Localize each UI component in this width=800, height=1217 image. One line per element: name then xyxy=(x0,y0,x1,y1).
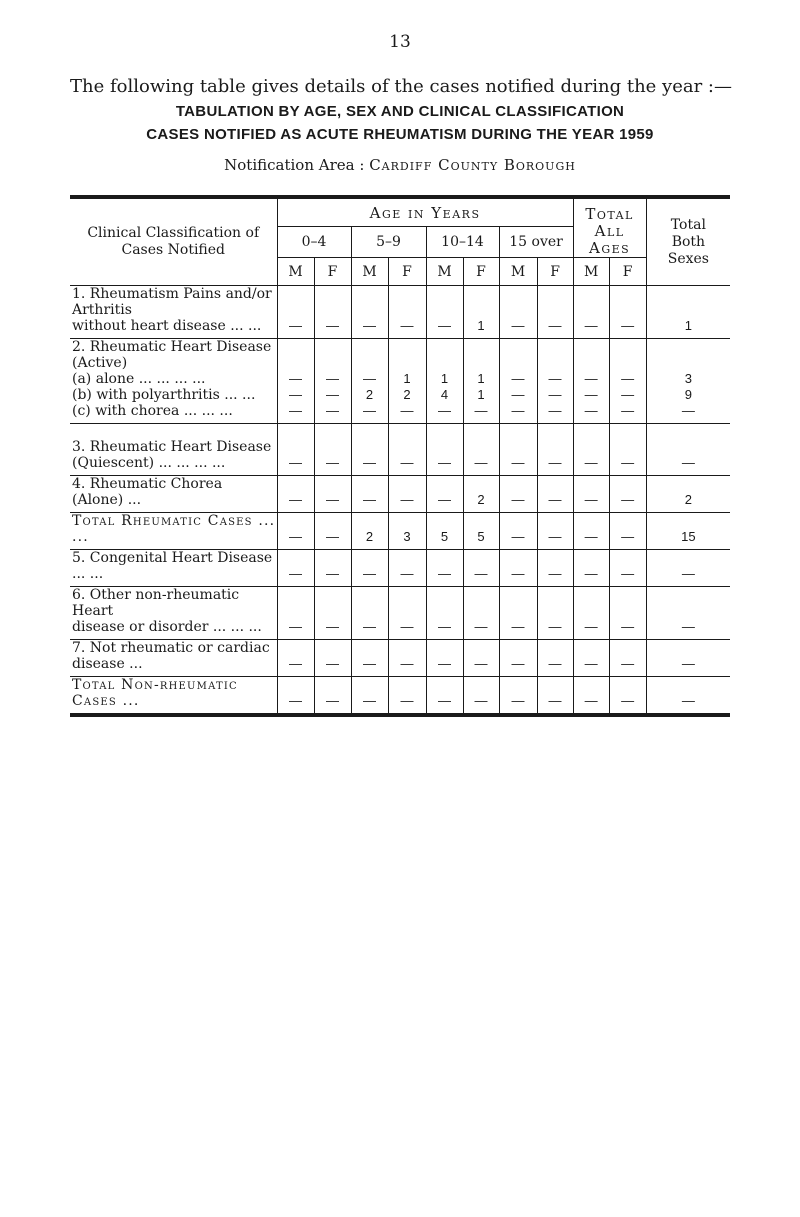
cell-value: — xyxy=(681,693,695,708)
cell-value: — xyxy=(511,403,525,418)
table-cell xyxy=(426,640,463,677)
header-age-10-14: 10–14 xyxy=(426,227,499,258)
cell-value: — xyxy=(511,529,525,544)
cell-value: — xyxy=(326,656,339,671)
table-cell xyxy=(277,550,314,587)
cell-value: — xyxy=(511,371,525,386)
rheumatism-table xyxy=(70,195,730,717)
cell-value: — xyxy=(621,566,635,581)
cell-value: 1 xyxy=(477,387,485,402)
table-cell xyxy=(426,476,463,513)
table-cell xyxy=(463,286,499,339)
table-cell xyxy=(646,476,730,513)
header-classification: Clinical Classification of Cases Notified xyxy=(70,197,277,286)
cell-value: — xyxy=(681,566,695,581)
table-cell xyxy=(426,587,463,640)
row-label xyxy=(70,640,277,677)
row-label xyxy=(70,513,277,550)
table-row xyxy=(70,550,730,587)
table-cell xyxy=(463,476,499,513)
table-cell xyxy=(609,339,646,424)
row-label-line: 1. Rheumatism Pains and/or Arthritis xyxy=(72,286,272,318)
table-cell xyxy=(646,286,730,339)
cell-value: — xyxy=(621,529,635,544)
table-cell xyxy=(646,513,730,550)
table-cell xyxy=(609,476,646,513)
cell-value: — xyxy=(326,529,339,544)
header-sex-m: M xyxy=(426,258,463,286)
table-cell xyxy=(609,677,646,716)
table-cell xyxy=(537,286,573,339)
cell-value: — xyxy=(289,619,302,634)
table-cell xyxy=(609,424,646,476)
table-cell xyxy=(537,677,573,716)
row-label-line: Total Rheumatic Cases ... ... xyxy=(72,513,276,545)
row-label-line: Total Non-rheumatic Cases ... xyxy=(72,677,238,709)
page-number: 13 xyxy=(389,32,411,52)
cell-value: — xyxy=(584,455,598,470)
cell-value: — xyxy=(289,403,302,418)
table-cell xyxy=(573,286,609,339)
header-sex-m: M xyxy=(499,258,537,286)
table-cell xyxy=(646,550,730,587)
row-label xyxy=(70,677,277,716)
row-label-line: disease or disorder ... ... ... xyxy=(72,619,262,635)
table-cell xyxy=(277,424,314,476)
header-total-all-ages: Total All Ages xyxy=(573,197,646,258)
table-cell xyxy=(351,424,388,476)
cell-value: — xyxy=(438,455,451,470)
cell-value: — xyxy=(400,318,414,333)
table-cell xyxy=(499,587,537,640)
table-cell xyxy=(388,587,426,640)
cell-value: — xyxy=(681,656,695,671)
table-cell xyxy=(426,286,463,339)
table-cell xyxy=(277,677,314,716)
table-row xyxy=(70,677,730,716)
table-cell xyxy=(388,476,426,513)
table-cell xyxy=(388,286,426,339)
cell-value: — xyxy=(474,566,488,581)
table-cell xyxy=(537,424,573,476)
cell-value: — xyxy=(474,403,488,418)
cell-value: — xyxy=(363,492,376,507)
cell-value: — xyxy=(400,693,414,708)
header-age-in-years: Age in Years xyxy=(277,197,573,227)
cell-value: — xyxy=(474,656,488,671)
table-row xyxy=(70,640,730,677)
notification-area xyxy=(0,156,800,174)
row-label-line: 7. Not rheumatic or cardiac disease ... xyxy=(72,640,270,672)
cell-value: 1 xyxy=(477,371,485,386)
cell-value: 1 xyxy=(403,371,411,386)
cell-value: 5 xyxy=(440,529,449,544)
cell-value: — xyxy=(438,492,451,507)
cell-value: — xyxy=(584,566,598,581)
table-cell xyxy=(537,640,573,677)
cell-value: — xyxy=(438,403,451,418)
notification-area-name: Cardiff County Borough xyxy=(369,156,576,174)
cell-value: 2 xyxy=(365,387,374,402)
table-cell xyxy=(277,286,314,339)
cell-value: 3 xyxy=(403,529,411,544)
cell-value: — xyxy=(363,619,376,634)
cell-value: — xyxy=(326,492,339,507)
table-cell xyxy=(277,339,314,424)
table-cell xyxy=(463,640,499,677)
table-cell xyxy=(351,640,388,677)
table-cell xyxy=(314,640,351,677)
cell-value: 9 xyxy=(684,387,692,402)
table-cell xyxy=(499,476,537,513)
table-cell xyxy=(314,587,351,640)
cell-value: — xyxy=(289,693,302,708)
cell-value: — xyxy=(584,656,598,671)
cell-value: — xyxy=(548,566,562,581)
table-cell xyxy=(573,677,609,716)
table-cell xyxy=(609,550,646,587)
table-cell xyxy=(388,424,426,476)
cell-value: — xyxy=(584,371,598,386)
cell-value: — xyxy=(400,403,414,418)
table-cell xyxy=(351,513,388,550)
table-cell xyxy=(463,677,499,716)
cell-value: — xyxy=(289,371,302,386)
row-label xyxy=(70,424,277,476)
header-age-0-4: 0–4 xyxy=(277,227,351,258)
cell-value: — xyxy=(548,318,562,333)
table-cell xyxy=(463,339,499,424)
row-label xyxy=(70,587,277,640)
cell-value: — xyxy=(474,619,488,634)
table-row xyxy=(70,476,730,513)
table-cell xyxy=(463,424,499,476)
header-sex-m: M xyxy=(351,258,388,286)
table-cell xyxy=(646,424,730,476)
table-cell xyxy=(537,339,573,424)
table-cell xyxy=(646,339,730,424)
cell-value: — xyxy=(621,656,635,671)
table-cell xyxy=(463,550,499,587)
table-cell xyxy=(537,587,573,640)
table-cell xyxy=(537,476,573,513)
cell-value: — xyxy=(621,455,635,470)
cell-value: — xyxy=(438,566,451,581)
table-cell xyxy=(314,339,351,424)
table-cell xyxy=(537,513,573,550)
cell-value: — xyxy=(289,656,302,671)
cell-value: 5 xyxy=(477,529,485,544)
cell-value: — xyxy=(584,693,598,708)
cell-value: — xyxy=(326,387,339,402)
cell-value: — xyxy=(474,455,488,470)
table-cell xyxy=(314,513,351,550)
notification-area-label: Notification Area : xyxy=(224,156,365,174)
cell-value: — xyxy=(621,693,635,708)
row-label xyxy=(70,550,277,587)
table-cell xyxy=(609,587,646,640)
cell-value: 15 xyxy=(681,529,696,544)
table-cell xyxy=(426,550,463,587)
table-cell xyxy=(426,424,463,476)
table-cell xyxy=(388,550,426,587)
cell-value: — xyxy=(289,492,302,507)
table-cell xyxy=(314,286,351,339)
table-cell xyxy=(351,476,388,513)
cell-value: — xyxy=(363,403,376,418)
cell-value: 3 xyxy=(684,371,692,386)
cell-value: — xyxy=(621,619,635,634)
header-sex-m: M xyxy=(573,258,609,286)
header-sex-f: F xyxy=(388,258,426,286)
cell-value: — xyxy=(681,455,695,470)
cell-value: — xyxy=(400,566,414,581)
table-cell xyxy=(463,513,499,550)
cell-value: — xyxy=(400,656,414,671)
cell-value: — xyxy=(548,656,562,671)
cell-value: — xyxy=(511,455,525,470)
row-label xyxy=(70,339,277,424)
cell-value: — xyxy=(438,656,451,671)
table-cell xyxy=(646,640,730,677)
cell-value: — xyxy=(621,492,635,507)
table-cell xyxy=(573,339,609,424)
header-sex-f: F xyxy=(314,258,351,286)
cell-value: — xyxy=(584,403,598,418)
cell-value: — xyxy=(363,693,376,708)
table-cell xyxy=(388,513,426,550)
row-label-line: 6. Other non-rheumatic Heart xyxy=(72,587,240,619)
table-cell xyxy=(463,587,499,640)
table-cell xyxy=(314,677,351,716)
table-cell xyxy=(314,550,351,587)
cell-value: — xyxy=(289,566,302,581)
cell-value: — xyxy=(363,455,376,470)
cell-value: 1 xyxy=(440,371,449,386)
cell-value: — xyxy=(326,318,339,333)
row-label-line: 2. Rheumatic Heart Disease (Active) xyxy=(72,339,272,371)
cell-value: — xyxy=(289,455,302,470)
cell-value: — xyxy=(438,693,451,708)
header-sex-f: F xyxy=(463,258,499,286)
cell-value: — xyxy=(363,656,376,671)
cell-value: — xyxy=(511,387,525,402)
cell-value: — xyxy=(363,566,376,581)
cell-value: — xyxy=(511,566,525,581)
header-total-both-sexes: Total Both Sexes xyxy=(646,197,730,286)
cell-value: — xyxy=(548,403,562,418)
table-cell xyxy=(537,550,573,587)
cell-value: — xyxy=(289,318,302,333)
table-cell xyxy=(646,587,730,640)
table-cell xyxy=(426,339,463,424)
row-label xyxy=(70,476,277,513)
table-cell xyxy=(351,550,388,587)
cell-value: — xyxy=(363,318,376,333)
table-cell xyxy=(351,286,388,339)
table-cell xyxy=(426,513,463,550)
table-cell xyxy=(351,587,388,640)
cell-value: — xyxy=(548,455,562,470)
table-cell xyxy=(351,677,388,716)
cell-value: — xyxy=(584,619,598,634)
table-cell xyxy=(573,476,609,513)
cell-value: — xyxy=(548,371,562,386)
cell-value: 2 xyxy=(684,492,692,507)
cell-value: — xyxy=(584,387,598,402)
header-sex-m: M xyxy=(277,258,314,286)
cell-value: — xyxy=(400,492,414,507)
cell-value: 1 xyxy=(684,318,692,333)
row-label-line: 5. Congenital Heart Disease ... ... xyxy=(72,550,273,582)
cell-value: 2 xyxy=(403,387,411,402)
table-row xyxy=(70,339,730,424)
table-cell xyxy=(499,640,537,677)
cell-value: — xyxy=(548,529,562,544)
table-cell xyxy=(277,513,314,550)
table-cell xyxy=(573,640,609,677)
row-label xyxy=(70,286,277,339)
cell-value: — xyxy=(326,371,339,386)
cell-value: 2 xyxy=(365,529,374,544)
cell-value: — xyxy=(548,387,562,402)
cell-value: — xyxy=(621,318,635,333)
table-title-line-1: TABULATION BY AGE, SEX AND CLINICAL CLASSIFICATION xyxy=(175,103,625,120)
cell-value: — xyxy=(326,403,339,418)
table-row xyxy=(70,587,730,640)
table-cell xyxy=(314,424,351,476)
table-cell xyxy=(314,476,351,513)
cell-value: — xyxy=(400,455,414,470)
table-cell xyxy=(351,339,388,424)
cell-value: — xyxy=(363,371,376,386)
cell-value: — xyxy=(548,693,562,708)
table-cell xyxy=(499,286,537,339)
cell-value: — xyxy=(584,318,598,333)
table-cell xyxy=(388,339,426,424)
table-cell xyxy=(388,640,426,677)
cell-value: — xyxy=(474,693,488,708)
cell-value: — xyxy=(511,619,525,634)
cell-value: — xyxy=(289,529,302,544)
cell-value: 1 xyxy=(477,318,485,333)
row-label-line: (Quiescent) ... ... ... ... xyxy=(72,455,226,471)
cell-value: — xyxy=(621,371,635,386)
table-cell xyxy=(573,424,609,476)
row-label-line: without heart disease ... ... xyxy=(72,318,262,334)
cell-value: — xyxy=(548,619,562,634)
header-age-5-9: 5–9 xyxy=(351,227,426,258)
cell-value: — xyxy=(584,492,598,507)
row-label-line: 4. Rheumatic Chorea (Alone) ... xyxy=(72,476,223,508)
cell-value: — xyxy=(511,492,525,507)
row-label-line: (c) with chorea ... ... ... xyxy=(72,403,233,419)
cell-value: — xyxy=(681,403,695,418)
cell-value: — xyxy=(584,529,598,544)
cell-value: — xyxy=(621,403,635,418)
table-cell xyxy=(277,587,314,640)
table-cell xyxy=(573,587,609,640)
cell-value: — xyxy=(511,318,525,333)
cell-value: — xyxy=(326,619,339,634)
cell-value: — xyxy=(326,566,339,581)
cell-value: — xyxy=(511,656,525,671)
table-cell xyxy=(277,476,314,513)
table-row xyxy=(70,424,730,476)
header-sex-f: F xyxy=(537,258,573,286)
row-label-line: (b) with polyarthritis ... ... xyxy=(72,387,256,403)
cell-value: — xyxy=(621,387,635,402)
cell-value: — xyxy=(289,387,302,402)
table-cell xyxy=(499,677,537,716)
cell-value: — xyxy=(326,455,339,470)
table-cell xyxy=(573,513,609,550)
table-cell xyxy=(609,640,646,677)
cell-value: — xyxy=(326,693,339,708)
row-label-line: (a) alone ... ... ... ... xyxy=(72,371,206,387)
cell-value: — xyxy=(681,619,695,634)
header-age-15-over: 15 over xyxy=(499,227,573,258)
table-title-line-2: CASES NOTIFIED AS ACUTE RHEUMATISM DURING THE YEAR 1959 xyxy=(146,126,654,143)
table-cell xyxy=(609,286,646,339)
row-label-line: 3. Rheumatic Heart Disease xyxy=(72,439,272,455)
cell-value: — xyxy=(438,318,451,333)
table-cell xyxy=(499,513,537,550)
table-cell xyxy=(499,550,537,587)
header-sex-f: F xyxy=(609,258,646,286)
table-cell xyxy=(646,677,730,716)
cell-value: — xyxy=(400,619,414,634)
table-cell xyxy=(426,677,463,716)
table-row xyxy=(70,513,730,550)
table-cell xyxy=(388,677,426,716)
table-row xyxy=(70,286,730,339)
cell-value: 4 xyxy=(440,387,449,402)
cell-value: — xyxy=(438,619,451,634)
table-cell xyxy=(499,339,537,424)
cell-value: — xyxy=(511,693,525,708)
intro-text: The following table gives details of the cases notified during the year :— xyxy=(70,76,732,97)
table-cell xyxy=(277,640,314,677)
table-cell xyxy=(573,550,609,587)
table-cell xyxy=(609,513,646,550)
cell-value: — xyxy=(548,492,562,507)
table-cell xyxy=(499,424,537,476)
cell-value: 2 xyxy=(477,492,485,507)
